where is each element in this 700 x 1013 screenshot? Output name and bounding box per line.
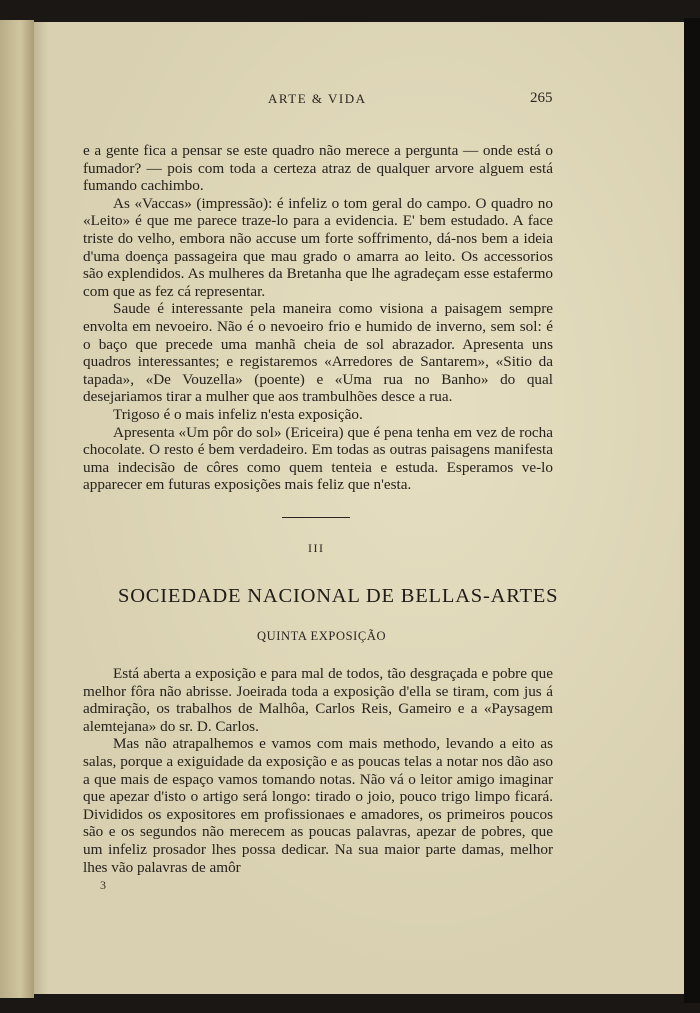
paragraph: e a gente fica a pensar se este quadro não merece a pergunta — onde está o fumador? — pois com toda a certeza atraz de qualquer arvore alguem está fumando cachimbo. (83, 142, 553, 195)
paragraph: As «Vaccas» (impressão): é infeliz o tom geral do campo. O quadro no «Leito» é que me parece traze-lo para a evidencia. E' bem estudado. A face triste do velho, embora não accuse um forte soffrimento, dá-nos bem a ideia d'uma doença passageira que mau grado o amarra ao leito. Os accessorios são explendidos. As mulheres da Bretanha que lhe agradeçam esse estafermo com que as fez cá representar. (83, 194, 553, 300)
paragraph: Trigoso é o mais infeliz n'esta exposição. (113, 405, 363, 423)
paragraph: Saude é interessante pela maneira como visiona a paisagem sempre envolta em nevoeiro. Não é o nevoeiro frio e humido de inverno, sem sol: é o baço que precede uma manhã cheia de sol abrazador. Apresenta uns quadros interessantes; e registaremos «Arredores de Santarem», «Sitio da tapada», «De Vouzella» (poente) e «Uma rua no Banho» do qual desejariamos tirar a mulher que aos trambulhões desce a rua. (83, 300, 553, 406)
running-title: ARTE & VIDA (268, 91, 367, 106)
signature-mark: 3 (100, 878, 106, 892)
scan-border (684, 18, 700, 1003)
paragraph: Está aberta a exposição e para mal de todos, tão desgraçada e pobre que melhor fôra não abrisse. Joeirada toda a exposição d'ella se tiram, com jus á admiração, os trabalhos de Malhôa, Carlos Reis, Gameiro e a «Paysagem alemtejana» do sr. D. Carlos. (83, 665, 553, 735)
section-subtitle: QUINTA EXPOSIÇÃO (257, 629, 387, 643)
bottom-text-block (83, 665, 553, 876)
paragraph: Apresenta «Um pôr do sol» (Ericeira) que é pena tenha em vez de rocha chocolate. O resto é bem verdadeiro. Em todas as outras paisagens manifesta uma indecisão de côres como quem tenteia e estuda. Esperamos ve-lo apparecer em futuras exposições mais feliz que n'esta. (83, 423, 553, 494)
section-title: SOCIEDADE NACIONAL DE BELLAS-ARTES (118, 585, 559, 607)
section-divider (282, 517, 350, 518)
page-number: 265 (530, 90, 553, 106)
top-text-block (83, 142, 553, 494)
section-number: III (308, 541, 325, 555)
paragraph: Mas não atrapalhemos e vamos com mais methodo, levando a eito as salas, porque a exiguidade da exposição e as poucas telas a notar nos dão aso a que mais de espaço vamos tomando notas. Não vá o leitor amigo imaginar que apezar d'isto o artigo será longo: tirado o joio, pouco trigo limpo ficará. Divididos os expositores em profissionaes e amadores, os primeiros poucos são e os segundos não merecem as poucas palavras, apezar de pobres, que um infeliz prosador lhes possa dedicar. Na sua maior parte damas, melhor lhes vão palavras de amôr (83, 735, 553, 876)
facing-page-edge (0, 20, 34, 998)
